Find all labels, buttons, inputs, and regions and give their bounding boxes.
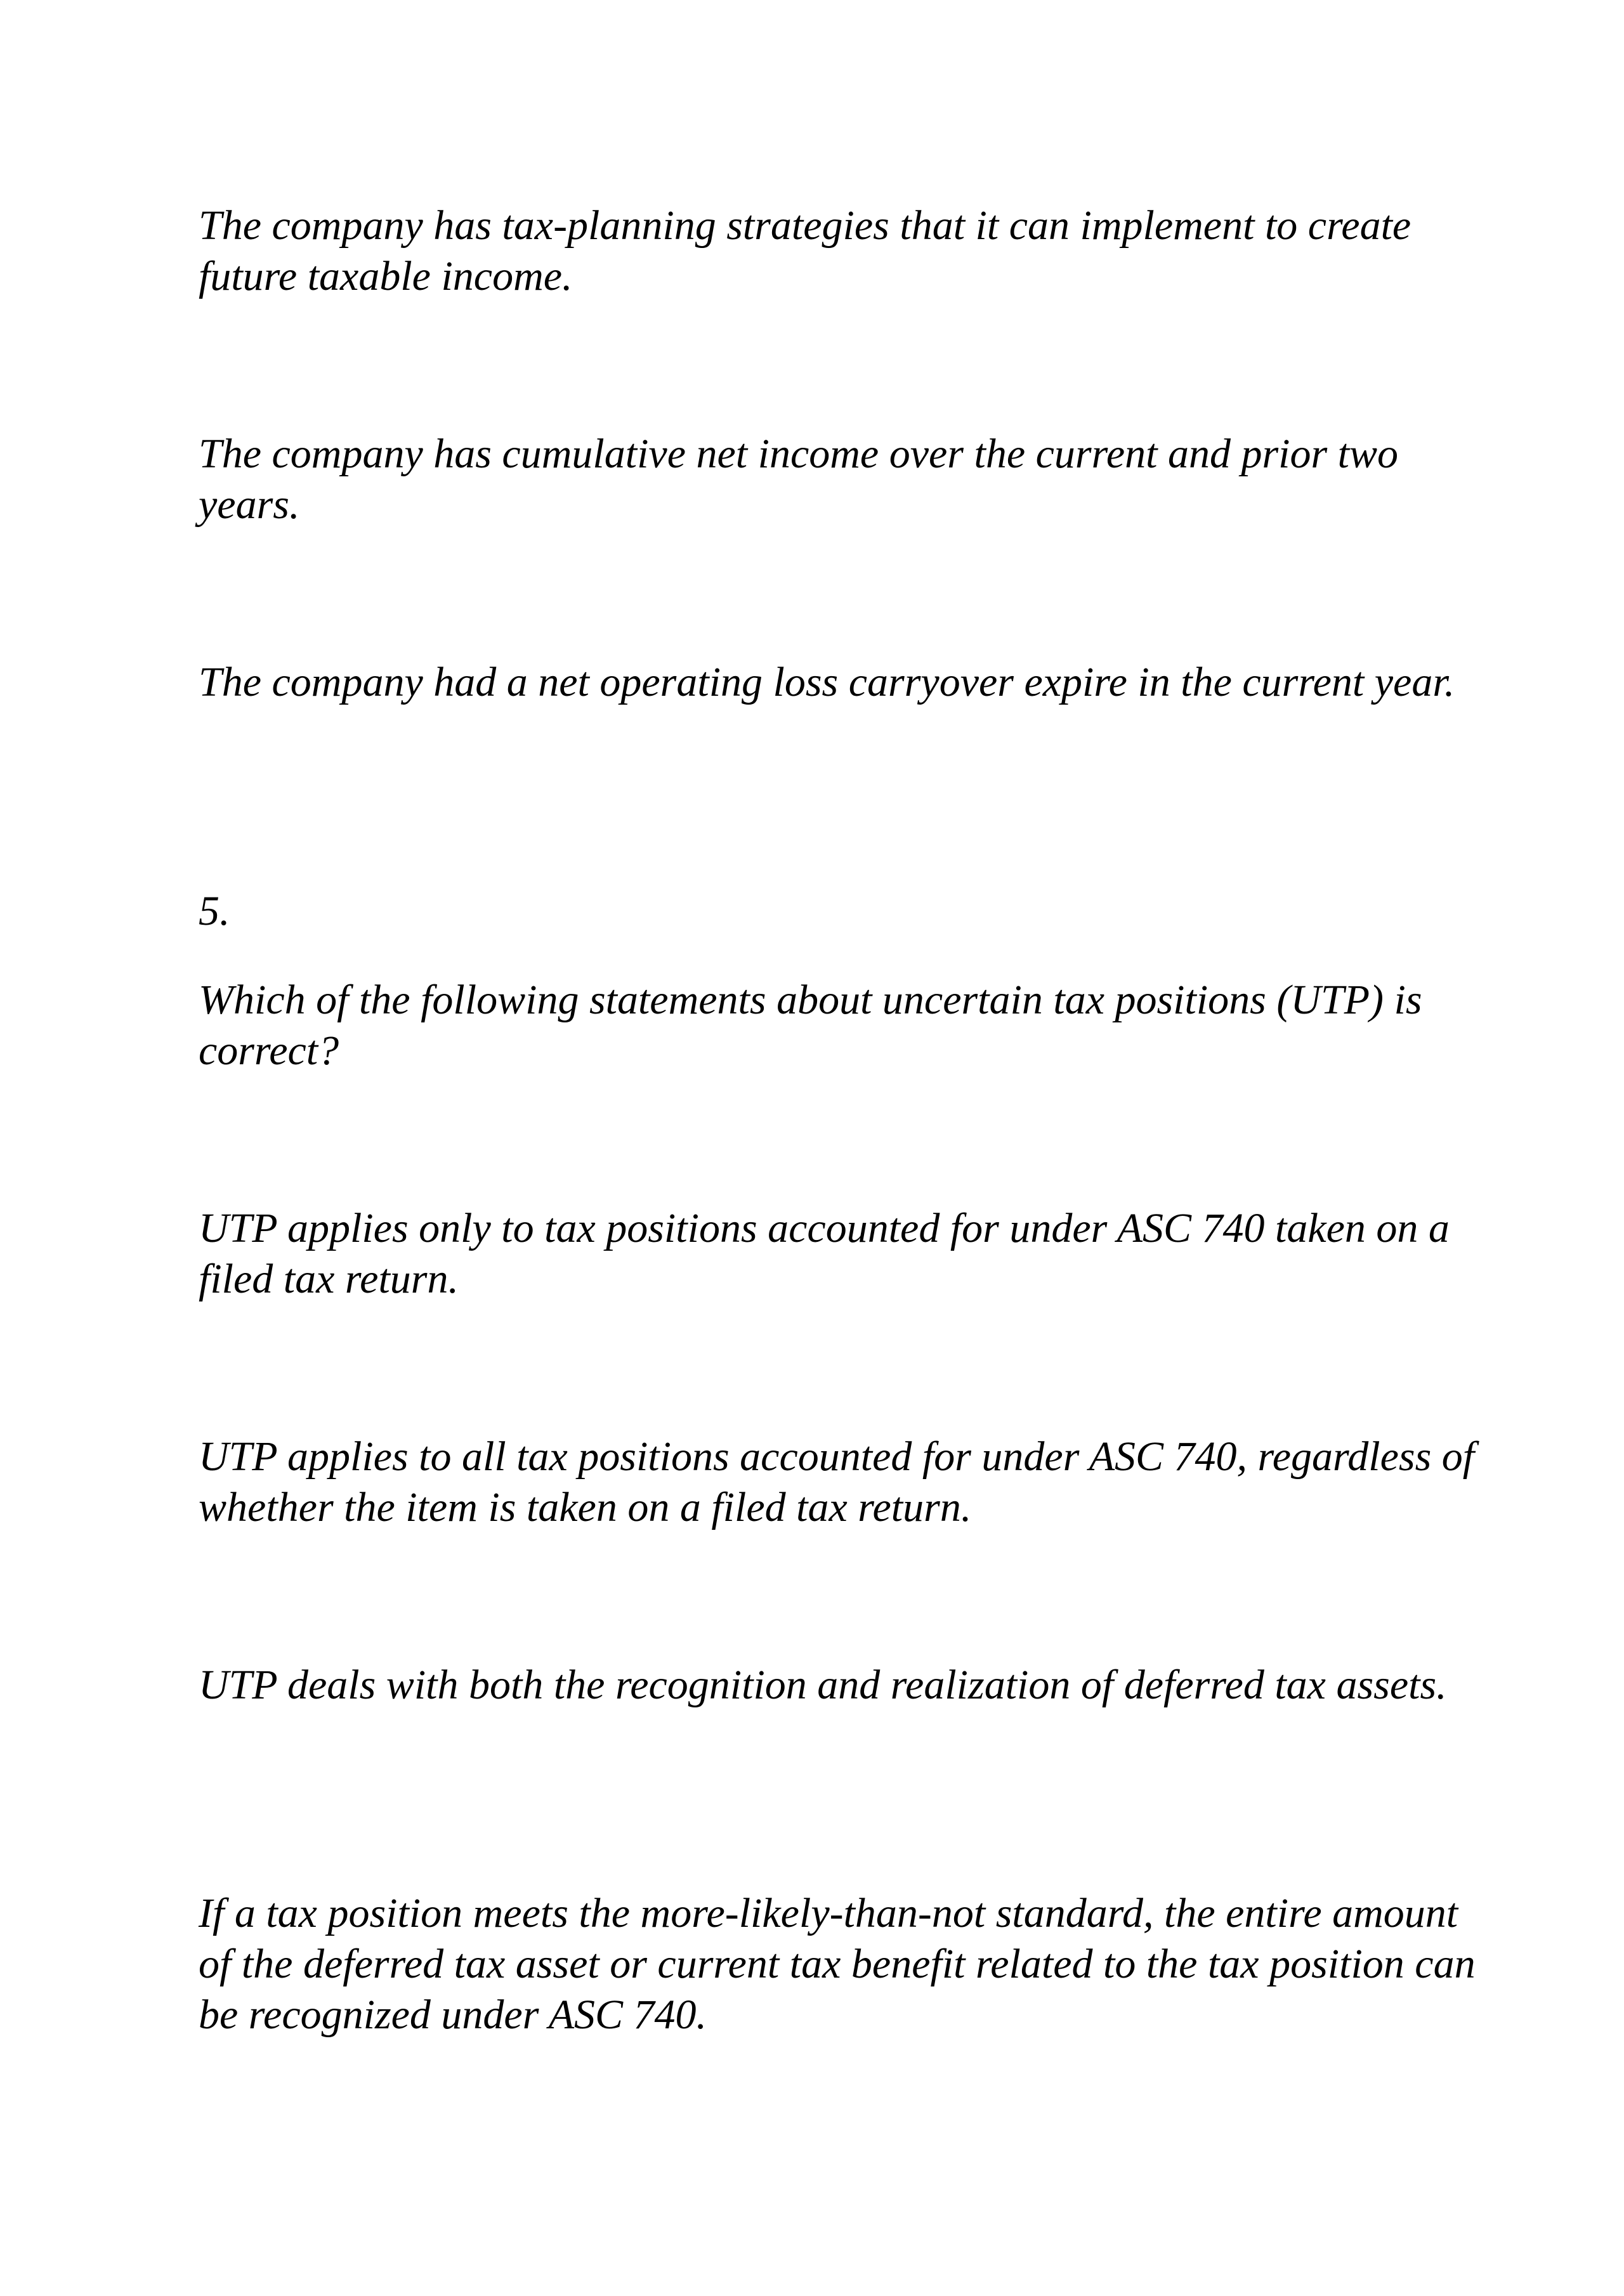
answer-option-more-likely-than-not: If a tax position meets the more-likely-than-not standard, the entire amount of the deferred tax asset or current tax benefit related to the tax position can be recognized under ASC 740. [199, 1890, 1476, 2038]
answer-option-cumulative-income: The company has cumulative net income over the current and prior two years. [199, 431, 1399, 528]
answer-option-all-positions: UTP applies to all tax positions accounted for under ASC 740, regardless of whether the item is taken on a filed tax return. [199, 1433, 1475, 1530]
answer-option-nol-expire: The company had a net operating loss carryover expire in the current year. [199, 659, 1455, 705]
question-text: Which of the following statements about uncertain tax positions (UTP) is correct? [199, 977, 1422, 1074]
question-number: 5. [199, 888, 230, 934]
answer-option-recognition-realization: UTP deals with both the recognition and realization of deferred tax assets. [199, 1662, 1447, 1708]
answer-option-tax-planning: The company has tax-planning strategies that it can implement to create future taxable income. [199, 202, 1411, 299]
answer-option-filed-return-only: UTP applies only to tax positions accounted for under ASC 740 taken on a filed tax return. [199, 1205, 1450, 1302]
